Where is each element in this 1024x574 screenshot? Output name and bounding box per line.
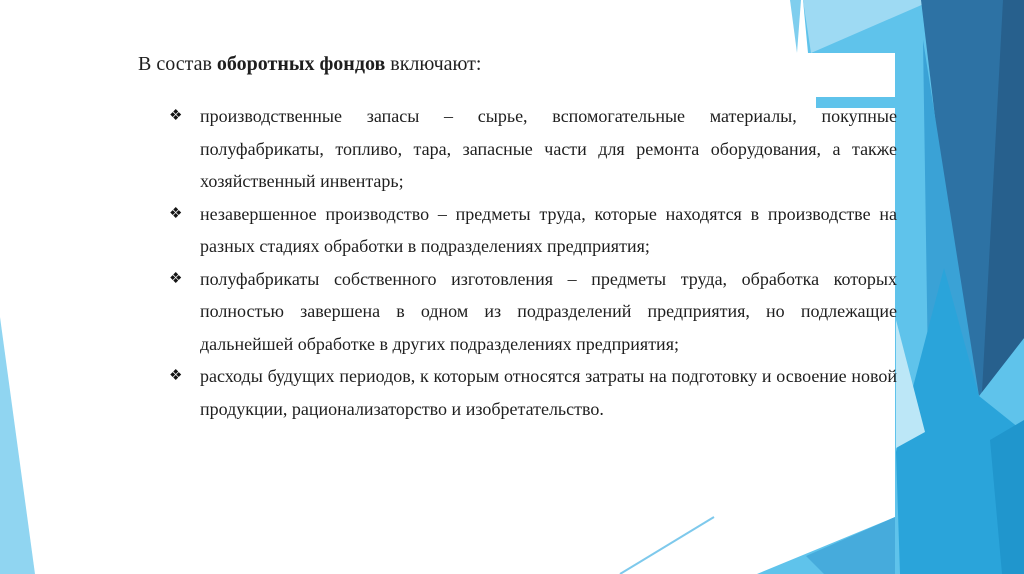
- list-item-text: производственные запасы – сырье, вспомогательные материалы, покупные полуфабрикаты, топливо, тара, запасные части для ремонта оборудования, а также хозяйственный инвентарь;: [200, 106, 897, 191]
- list-item: [168, 263, 897, 361]
- title-prefix: В состав: [138, 53, 217, 75]
- list-item: [168, 360, 897, 425]
- title-suffix: включают:: [385, 53, 482, 75]
- bullet-list: [168, 100, 897, 425]
- slide-title: [138, 50, 481, 78]
- list-item-text: незавершенное производство – предметы труда, которые находятся в производстве на разных стадиях обработки в подразделениях предприятия;: [200, 203, 897, 256]
- list-item: [168, 198, 897, 263]
- diamond-bullet-icon: ❖: [169, 368, 183, 384]
- diamond-bullet-icon: ❖: [169, 205, 183, 222]
- diamond-bullet-icon: ❖: [169, 108, 183, 124]
- list-item-text: расходы будущих периодов, к которым относятся затраты на подготовку и освоение новой продукции, рационализаторство и изобретательство.: [200, 366, 897, 419]
- list-item: [168, 100, 897, 198]
- list-item-text: полуфабрикаты собственного изготовления – предметы труда, обработка которых полностью завершена в одном из подразделений предприятия, но подлежащие дальнейшей обработке в других подразделениях предприятия;: [200, 268, 897, 354]
- diamond-bullet-icon: ❖: [169, 270, 183, 287]
- title-bold-term: оборотных фондов: [216, 53, 386, 75]
